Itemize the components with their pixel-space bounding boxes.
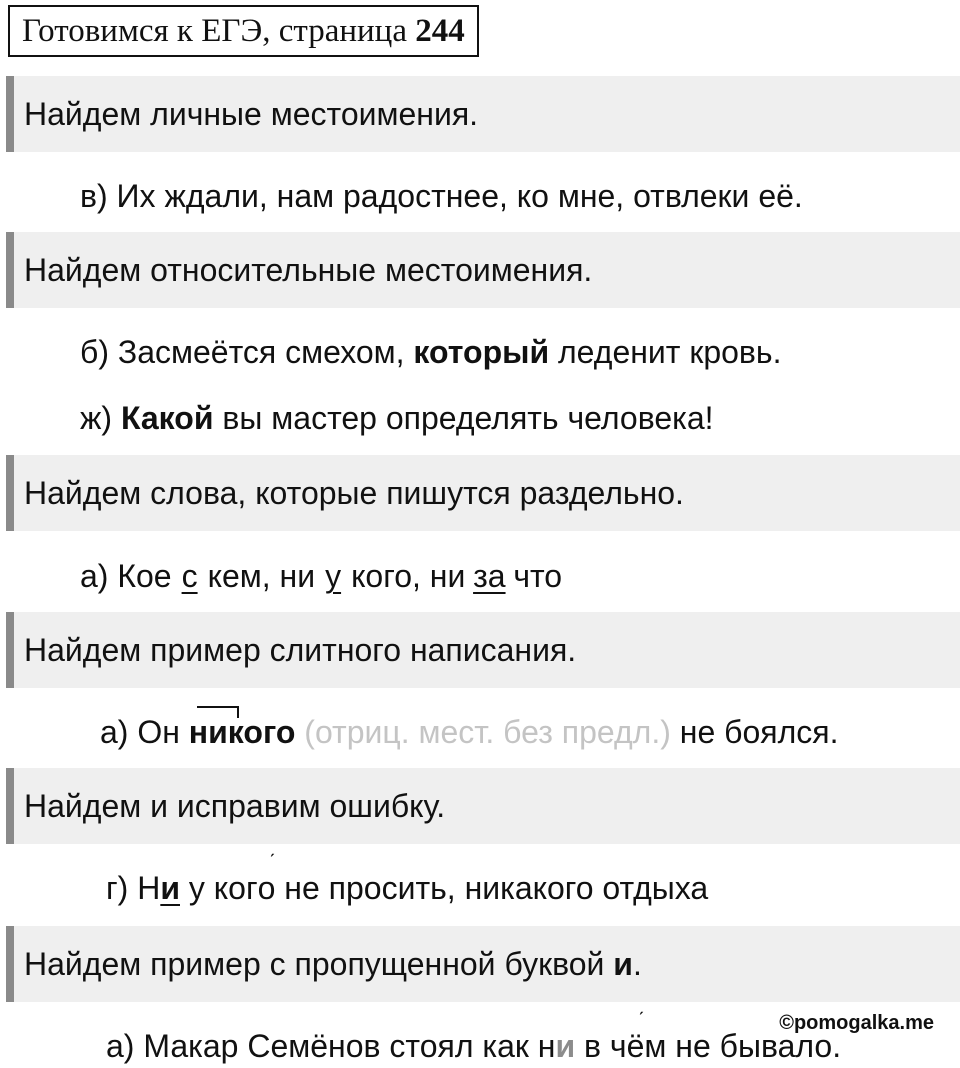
answer-7-mid: в ч <box>575 1028 627 1064</box>
answer-3-suffix: вы мастер определять человека! <box>213 400 714 436</box>
answer-5-pronoun-prefix: н <box>188 714 209 750</box>
answer-4-prep-1: с <box>181 558 198 594</box>
task-heading-6-end: . <box>632 946 642 982</box>
page-number: 244 <box>415 13 465 49</box>
answer-3-pronoun: Какой <box>120 400 214 436</box>
answer-3-prefix: ж) <box>80 400 121 436</box>
answer-6-prefix: г) Н <box>106 870 161 906</box>
answer-6 <box>106 868 708 908</box>
answer-7-stressed <box>627 1026 645 1066</box>
answer-2-suffix: леденит кровь. <box>549 334 782 370</box>
answer-5-pronoun-rest: икого <box>208 714 296 750</box>
task-heading-4: Найдем пример слитного написания. <box>6 612 960 688</box>
task-heading-2: Найдем относительные местоимения. <box>6 232 960 308</box>
answer-7-suffix: м не бывало. <box>644 1028 842 1064</box>
answer-2-pronoun: который <box>413 334 550 370</box>
answer-5-suffix: не боялся. <box>670 714 839 750</box>
answer-6-suffix: не просить, никакого отдыха <box>275 870 709 906</box>
answer-4-prep-2: у <box>325 558 342 594</box>
answer-2 <box>80 332 781 372</box>
page-title <box>8 5 479 57</box>
watermark: ©pomogalka.me <box>779 1012 934 1034</box>
task-heading-1: Найдем личные местоимения. <box>6 76 960 152</box>
answer-7-stressed-letter: ё <box>626 1028 645 1064</box>
task-heading-5: Найдем и исправим ошибку. <box>6 768 960 844</box>
answer-4-prep-3: за <box>473 558 506 594</box>
answer-6-stressed-letter: о <box>257 870 276 906</box>
answer-7-prefix: а) Макар Семёнов стоял как н <box>106 1028 556 1064</box>
answer-3 <box>80 398 714 438</box>
answer-6-stressed <box>258 868 276 908</box>
page-title-text: Готовимся к ЕГЭ, страница <box>22 13 407 49</box>
answer-4-part-4: что <box>513 558 563 594</box>
task-heading-6-prefix: Найдем пример с пропущенной буквой <box>24 946 614 982</box>
answer-7-letter: и <box>555 1028 576 1064</box>
answer-6-mid: у ког <box>180 870 258 906</box>
prefix-mark-icon <box>197 706 239 718</box>
answer-1: в) Их ждали, нам радостнее, ко мне, отвлеки её. <box>80 178 803 214</box>
answer-4 <box>80 556 562 596</box>
answer-7 <box>106 1026 841 1066</box>
answer-6-fixed-letter: и <box>160 870 180 906</box>
answer-5 <box>100 712 838 752</box>
answer-5-pronoun <box>189 712 296 752</box>
answer-5-prefix: а) Он <box>100 714 189 750</box>
task-heading-6 <box>6 926 960 1002</box>
task-heading-3: Найдем слова, которые пишутся раздельно. <box>6 455 960 531</box>
answer-5-hint: (отриц. мест. без предл.) <box>295 714 671 750</box>
answer-4-part-3: кого, ни <box>351 558 466 594</box>
answer-2-prefix: б) Засмеётся смехом, <box>80 334 414 370</box>
task-heading-6-letter: и <box>613 946 633 982</box>
answer-4-part-2: кем, ни <box>207 558 316 594</box>
answer-4-part-1: а) Кое <box>80 558 172 594</box>
